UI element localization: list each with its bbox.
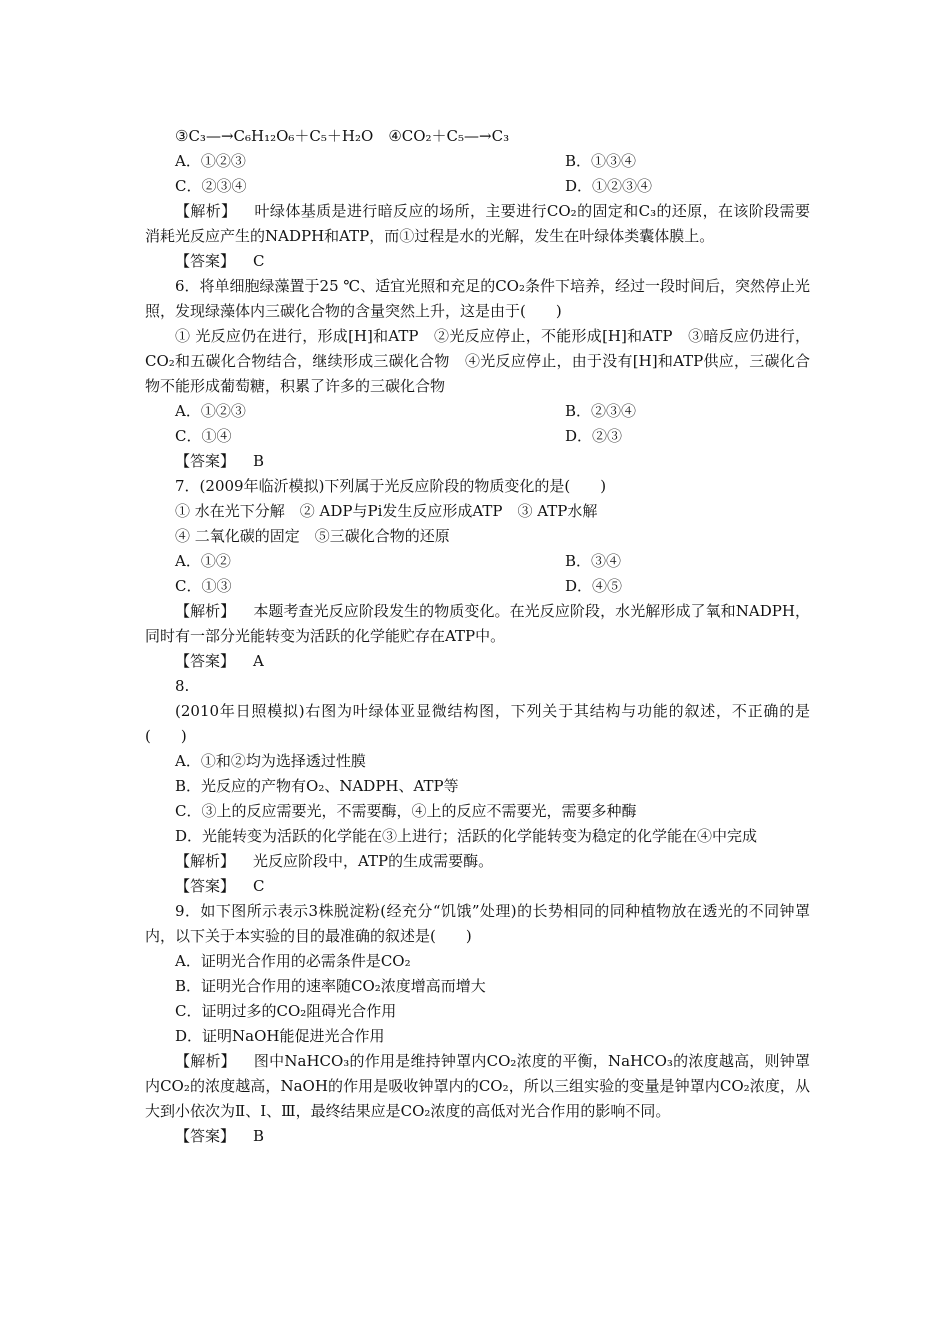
- q7-items-1: ① 水在光下分解 ② ADP与Pi发生反应形成ATP ③ ATP水解: [175, 502, 598, 520]
- q7-option-c: C．①③: [175, 577, 232, 595]
- q8-number: 8.: [175, 677, 190, 695]
- q8-option-a: A．①和②均为选择透过性膜: [175, 752, 366, 770]
- q5-equations: [145, 124, 810, 149]
- q8-analysis-text: 光反应阶段中，ATP的生成需要酶。: [253, 852, 494, 870]
- q7-options-row-1: [145, 549, 810, 574]
- q7-option-d: D．④⑤: [565, 577, 623, 595]
- q6-option-c: C．①④: [175, 427, 232, 445]
- q9-stem: 9．如下图所示表示3株脱淀粉(经充分“饥饿”处理)的长势相同的同种植物放在透光的不同钟罩内，以下关于本实验的目的最准确的叙述是( ): [145, 902, 810, 945]
- q7-option-b: B．③④: [565, 552, 622, 570]
- answer-label: 【答案】: [175, 1127, 236, 1145]
- q6-options-row-1: [145, 399, 810, 424]
- q5-analysis-text: 叶绿体基质是进行暗反应的场所，主要进行CO₂的固定和C₃的还原，在该阶段需要消耗光反应产生的NADPH和ATP，而①过程是水的光解，发生在叶绿体类囊体膜上。: [145, 202, 810, 245]
- q7-options-row-2: [145, 574, 810, 599]
- q5-option-b: B．①③④: [565, 152, 637, 170]
- analysis-label: 【解析】: [175, 602, 236, 620]
- analysis-label: 【解析】: [175, 202, 237, 220]
- q9-answer: [145, 1124, 810, 1149]
- q5-option-c: C．②③④: [175, 177, 247, 195]
- q5-option-d: D．①②③④: [565, 177, 653, 195]
- q9-option-b: B．证明光合作用的速率随CO₂浓度增高而增大: [175, 977, 486, 995]
- answer-label: 【答案】: [175, 877, 236, 895]
- q6-options-row-2: [145, 424, 810, 449]
- q9-option-c: C．证明过多的CO₂阻碍光合作用: [175, 1002, 397, 1020]
- q5-options-row-2: [145, 174, 810, 199]
- answer-label: 【答案】: [175, 452, 236, 470]
- document-page: [145, 124, 810, 1149]
- answer-label: 【答案】: [175, 652, 236, 670]
- q9-option-a: A．证明光合作用的必需条件是CO₂: [175, 952, 411, 970]
- q8-option-c: C．③上的反应需要光，不需要酶，④上的反应不需要光，需要多种酶: [175, 802, 637, 820]
- q8-answer-value: C: [253, 877, 265, 895]
- q9-analysis-text: 图中NaHCO₃的作用是维持钟罩内CO₂浓度的平衡，NaHCO₃的浓度越高，则钟罩内CO₂的浓度越高，NaOH的作用是吸收钟罩内的CO₂，所以三组实验的变量是钟罩内CO₂浓度，从大到小依次为Ⅱ、Ⅰ、Ⅲ，最终结果应是CO₂浓度的高低对光合作用的影响不同。: [145, 1052, 810, 1120]
- q5-analysis: [145, 199, 810, 249]
- q8-option-d: D．光能转变为活跃的化学能在③上进行；活跃的化学能转变为稳定的化学能在④中完成: [175, 827, 758, 845]
- q6-answer: [145, 449, 810, 474]
- q8-stem: (2010年日照模拟)右图为叶绿体亚显微结构图，下列关于其结构与功能的叙述，不正确的是( ): [145, 702, 810, 745]
- q6-items: ① 光反应仍在进行，形成[H]和ATP ②光反应停止，不能形成[H]和ATP ③暗反应仍进行，CO₂和五碳化合物结合，继续形成三碳化合物 ④光反应停止，由于没有[H]和ATP供应，三碳化合物不能形成葡萄糖，积累了许多的三碳化合物: [145, 327, 810, 395]
- q8-option-b: B．光反应的产物有O₂、NADPH、ATP等: [175, 777, 459, 795]
- q7-answer-value: A: [253, 652, 264, 670]
- q5-equation-3: ③C₃—→C₆H₁₂O₆＋C₅＋H₂O: [175, 127, 374, 145]
- q6-answer-value: B: [253, 452, 265, 470]
- q5-answer-value: C: [253, 252, 265, 270]
- q9-option-d: D．证明NaOH能促进光合作用: [175, 1027, 385, 1045]
- q7-stem: 7．(2009年临沂模拟)下列属于光反应阶段的物质变化的是( ): [175, 477, 607, 495]
- q5-equation-4: ④CO₂＋C₅—→C₃: [388, 127, 510, 145]
- q8-analysis: [145, 849, 810, 874]
- q9-answer-value: B: [253, 1127, 265, 1145]
- q6-stem: 6．将单细胞绿藻置于25 ℃、适宜光照和充足的CO₂条件下培养，经过一段时间后，突然停止光照，发现绿藻体内三碳化合物的含量突然上升，这是由于( ): [145, 277, 810, 320]
- q7-analysis-text: 本题考查光反应阶段发生的物质变化。在光反应阶段，水光解形成了氧和NADPH，同时有一部分光能转变为活跃的化学能贮存在ATP中。: [145, 602, 810, 645]
- q5-options-row-1: [145, 149, 810, 174]
- analysis-label: 【解析】: [175, 1052, 236, 1070]
- q5-option-a: A．①②③: [175, 152, 246, 170]
- q6-option-a: A．①②③: [175, 402, 246, 420]
- q6-option-d: D．②③: [565, 427, 623, 445]
- q9-analysis: [145, 1049, 810, 1124]
- q7-analysis: [145, 599, 810, 649]
- q8-answer: [145, 874, 810, 899]
- q5-answer: [145, 249, 810, 274]
- q7-option-a: A．①②: [175, 552, 231, 570]
- q7-items-2: ④ 二氧化碳的固定 ⑤三碳化合物的还原: [175, 527, 450, 545]
- q6-option-b: B．②③④: [565, 402, 637, 420]
- q7-answer: [145, 649, 810, 674]
- analysis-label: 【解析】: [175, 852, 236, 870]
- answer-label: 【答案】: [175, 252, 236, 270]
